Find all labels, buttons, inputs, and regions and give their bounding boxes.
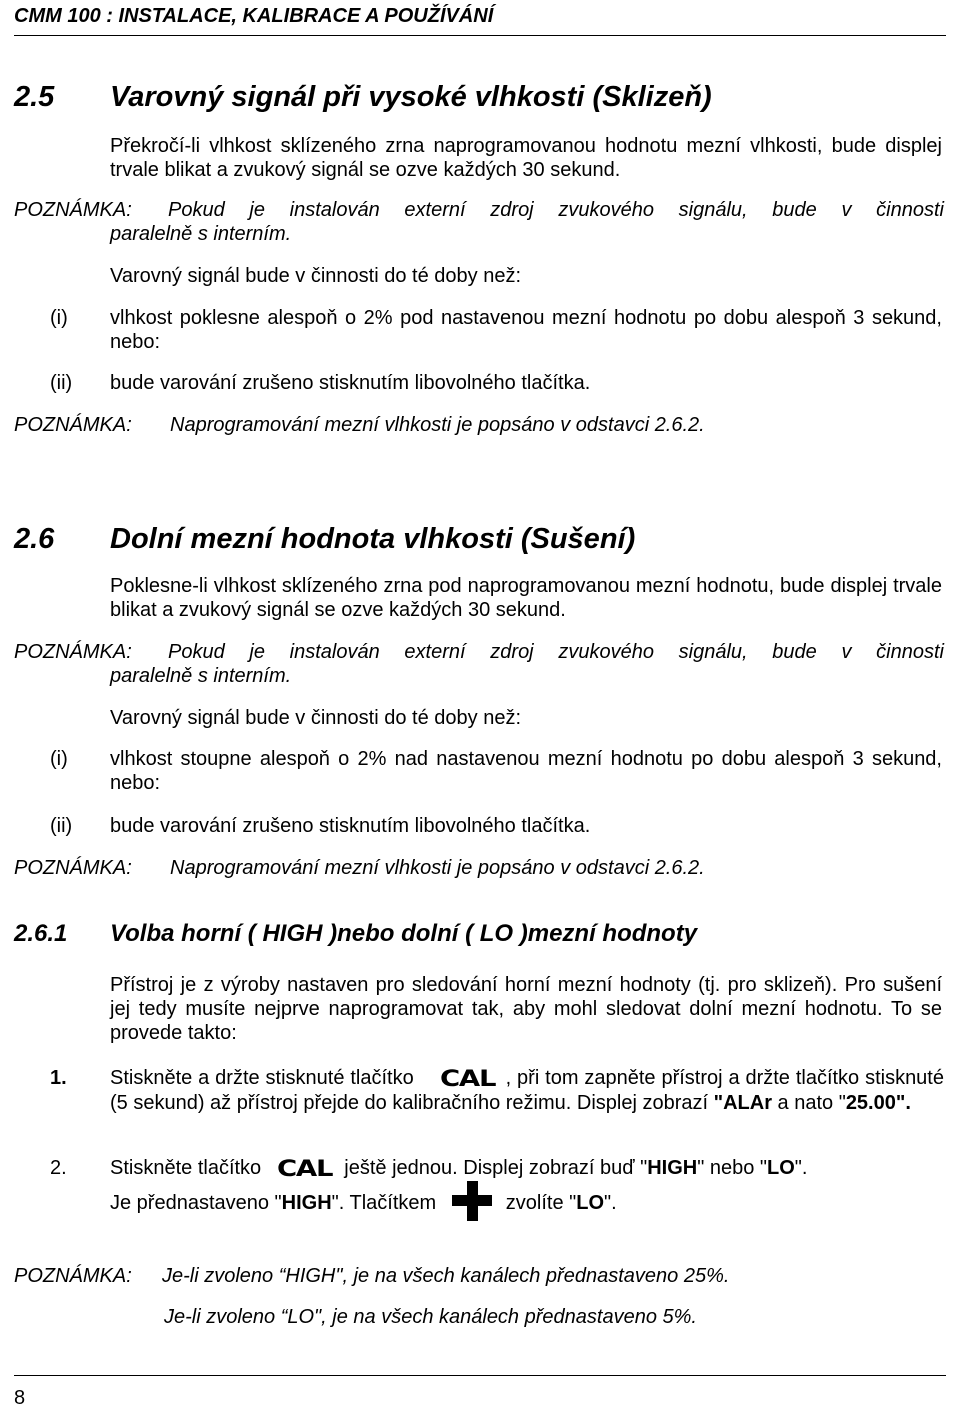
section-2-6-title: Dolní mezní hodnota vlhkosti (Sušení)	[110, 523, 636, 555]
cal-key-label-2: CAL	[276, 1157, 333, 1182]
step-1-text-a: Stiskněte a držte stisknuté tlačítko	[110, 1067, 414, 1089]
step-2-high-2: HIGH	[281, 1192, 332, 1214]
header-rule	[14, 35, 946, 36]
step-1-text-c: a nato "	[771, 1092, 846, 1114]
running-header: CMM 100 : INSTALACE, KALIBRACE A POUŽÍVÁNÍ	[14, 5, 494, 27]
step-1-value: 25.00".	[845, 1092, 911, 1114]
page-number: 8	[14, 1387, 26, 1409]
section-2-5-note2-label: POZNÁMKA:	[14, 414, 132, 436]
section-2-6-note1-line1: Pokud je instalován externí zdroj zvukového signálu, bude v činnosti	[168, 641, 944, 663]
cal-key-icon	[440, 1066, 506, 1091]
section-2-6-1-intro: Přístroj je z výroby nastaven pro sledování horní mezní hodnoty (tj. pro sklizeň). Pro sušení jej tedy musíte nejprve naprogramovat tak, aby mohl sledovat dolní mezní hodnotu. To se provede takto:	[110, 974, 942, 1044]
step-2-text-a: Stiskněte tlačítko	[110, 1157, 262, 1179]
section-2-5-note1-line1: Pokud je instalován externí zdroj zvukového signálu, bude v činnosti	[168, 199, 944, 221]
section-2-5-intro: Překročí-li vlhkost sklízeného zrna naprogramovanou hodnotu mezní vlhkosti, bude displej trvale blikat a zvukový signál se ozve každých 30 sekund.	[110, 135, 942, 181]
step-2-text-c: " nebo "	[697, 1157, 768, 1179]
final-note-label: POZNÁMKA:	[14, 1265, 132, 1287]
section-2-6-item2-label: (ii)	[50, 815, 73, 837]
section-2-6-note2-label: POZNÁMKA:	[14, 857, 132, 879]
section-2-6-note2-text: Naprogramování mezní vlhkosti je popsáno v odstavci 2.6.2.	[170, 857, 705, 879]
section-2-5-item1-label: (i)	[50, 307, 68, 329]
step-2-text-d: ".	[794, 1157, 808, 1179]
section-2-6-item2-text: bude varování zrušeno stisknutím libovolného tlačítka.	[110, 815, 591, 837]
section-2-6-item1-text: vlhkost stoupne alespoň o 2% nad nastavenou mezní hodnotu po dobu alespoň 3 sekund, nebo:	[110, 748, 942, 794]
cal-key-icon	[277, 1156, 339, 1181]
step-2-high: HIGH	[647, 1157, 698, 1179]
step-2-lo: LO	[767, 1157, 795, 1179]
plus-key-icon	[452, 1181, 492, 1221]
section-2-5-warning: Varovný signál bude v činnosti do té doby než:	[110, 265, 521, 287]
step-2-text-b: ještě jednou. Displej zobrazí buď "	[338, 1157, 648, 1179]
section-2-5-number: 2.5	[14, 81, 55, 113]
step-2-number: 2.	[50, 1157, 67, 1179]
final-note-line1: Je-li zvoleno “HIGH", je na všech kanálech přednastaveno 25%.	[162, 1265, 730, 1287]
step-1-text	[110, 1066, 944, 1115]
section-2-5-note2-text: Naprogramování mezní vlhkosti je popsáno v odstavci 2.6.2.	[170, 414, 705, 436]
section-2-5-item2-label: (ii)	[50, 372, 73, 394]
section-2-5-title: Varovný signál při vysoké vlhkosti (Sklizeň)	[110, 81, 712, 113]
final-note-line2: Je-li zvoleno “LO", je na všech kanálech přednastaveno 5%.	[164, 1306, 697, 1328]
step-2-text-f: ". Tlačítkem	[331, 1192, 437, 1214]
step-2-lo-2: LO	[576, 1192, 605, 1214]
section-2-6-1-title: Volba horní ( HIGH )nebo dolní ( LO )mezní hodnoty	[110, 920, 698, 947]
step-2-line2	[110, 1181, 617, 1221]
section-2-5-item1-text: vlhkost poklesne alespoň o 2% pod nastavenou mezní hodnotu po dobu alespoň 3 sekund, nebo:	[110, 307, 942, 353]
cal-key-label: CAL	[439, 1067, 495, 1092]
footer-rule	[14, 1375, 946, 1376]
section-2-6-note1-line2: paralelně s interním.	[110, 665, 292, 687]
step-1-number: 1.	[50, 1067, 67, 1089]
step-1-alar: "ALAr	[713, 1092, 772, 1114]
section-2-6-intro: Poklesne-li vlhkost sklízeného zrna pod naprogramovanou mezní hodnotu, bude displej trvale blikat a zvukový signál se ozve každých 30 sekund.	[110, 575, 942, 621]
step-1-text-b: , při tom zapněte přístroj a držte tlačítko stisknuté (5 sekund) až přístroj přejde do kalibračního režimu. Displej zobrazí	[110, 1067, 944, 1114]
step-2-text-h: ".	[604, 1192, 617, 1214]
section-2-6-number: 2.6	[14, 523, 55, 555]
section-2-6-item1-label: (i)	[50, 748, 68, 770]
section-2-6-warning: Varovný signál bude v činnosti do té doby než:	[110, 707, 521, 729]
step-2-text-e: Je přednastaveno "	[110, 1192, 282, 1214]
step-2-text-g: zvolíte "	[505, 1192, 577, 1214]
section-2-6-1-number: 2.6.1	[14, 920, 68, 947]
step-2-line1	[110, 1156, 807, 1181]
section-2-5-note1-line2: paralelně s interním.	[110, 223, 292, 245]
section-2-5-note1-label: POZNÁMKA:	[14, 199, 132, 221]
section-2-6-note1-label: POZNÁMKA:	[14, 641, 132, 663]
section-2-5-item2-text: bude varování zrušeno stisknutím libovolného tlačítka.	[110, 372, 591, 394]
